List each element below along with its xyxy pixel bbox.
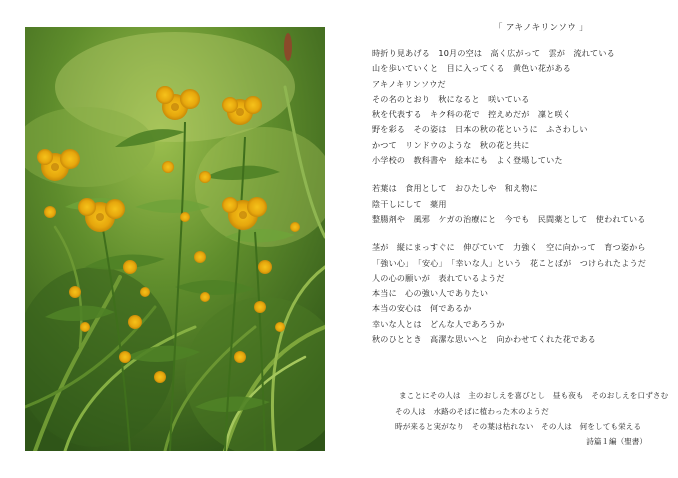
poem-line: 陰干しにして 薬用: [372, 198, 447, 209]
quote-source: 詩篇１編（聖書）: [586, 436, 647, 446]
poem-line: その名のとおり 秋になると 咲いている: [372, 93, 530, 104]
poem-line: 時折り見あげる 10月の空は 高く広がって 雲が 流れている: [372, 48, 615, 58]
poem-title: 「 アキノキリンソウ 」: [493, 23, 589, 33]
poem-line: 幸いな人とは どんな人であろうか: [372, 318, 505, 329]
quote-line: まことにその人は 主のおしえを喜びとし 昼も夜も そのおしえを口ずさむ: [399, 391, 669, 400]
poem-line: 「強い心」 「安心」 「幸いな人」という 花ことばが つけられたようだ: [372, 257, 647, 268]
poem-line: 山を歩いていくと 目に入ってくる 黄色い花がある: [372, 63, 572, 74]
quote-line: その人は 水路のそばに植わった木のようだ: [395, 406, 549, 416]
quote-line: 時が来ると実がなり その葉は枯れない その人は 何をしても栄える: [395, 422, 642, 431]
stanza-divider: [372, 227, 672, 240]
poem-line: 秋のひととき 高潔な思いへと 向かわせてくれた花である: [372, 334, 596, 345]
poem-stanza-3: [372, 240, 672, 347]
poem-line: 本当に 心の強い人でありたい: [372, 288, 489, 299]
poem-line: 野を彩る その姿は 日本の秋の花というに ふさわしい: [372, 124, 588, 135]
scripture-quote: [395, 388, 669, 447]
poem-line: 人の心の願いが 表れているようだ: [372, 272, 505, 283]
stanza-divider: [372, 168, 672, 181]
poem-line: 小学校の 教科書や 絵本にも よく登場していた: [372, 155, 563, 166]
poem-line: アキノキリンソウだ: [372, 78, 446, 89]
poem-line: 茎が 縦にまっすぐに 伸びていて 力強く 空に向かって 育つ姿から: [372, 242, 646, 253]
yellow-wildflowers-photo: [25, 27, 325, 451]
poem-line: 秋を代表する キク科の花で 控えめだが 凜と咲く: [372, 109, 572, 120]
poem-line: かつて リンドウのような 秋の花と共に: [372, 139, 530, 150]
poem-stanza-1: [372, 46, 672, 168]
poem-line: 整腸剤や 風邪 ケガの治療にと 今でも 民間薬として 使われている: [372, 213, 646, 224]
poem-stanza-2: [372, 181, 672, 227]
poem-line: 若葉は 食用として おひたしや 和え物に: [372, 183, 538, 194]
poem-line: 本当の安心は 何であるか: [372, 303, 472, 314]
poem-block: [372, 21, 672, 347]
